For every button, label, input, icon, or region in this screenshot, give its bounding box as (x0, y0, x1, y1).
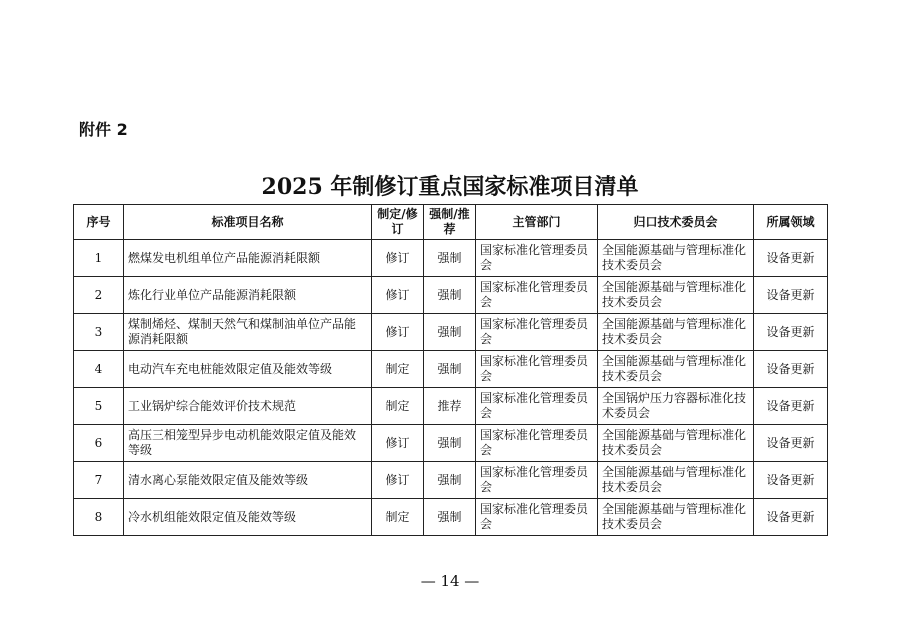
cell-nature: 推荐 (424, 388, 476, 425)
cell-name: 工业锅炉综合能效评价技术规范 (124, 388, 372, 425)
table-row (74, 277, 828, 314)
cell-dept: 国家标准化管理委员会 (476, 277, 598, 314)
cell-no: 5 (74, 388, 124, 425)
attachment-label: 附件 2 (79, 120, 128, 139)
cell-committee: 全国能源基础与管理标准化技术委员会 (598, 314, 754, 351)
cell-committee: 全国锅炉压力容器标准化技术委员会 (598, 388, 754, 425)
cell-field: 设备更新 (754, 499, 828, 536)
table-row (74, 462, 828, 499)
cell-nature: 强制 (424, 462, 476, 499)
cell-name: 冷水机组能效限定值及能效等级 (124, 499, 372, 536)
cell-nature: 强制 (424, 277, 476, 314)
cell-type: 制定 (372, 351, 424, 388)
cell-type: 制定 (372, 388, 424, 425)
cell-field: 设备更新 (754, 314, 828, 351)
cell-committee: 全国能源基础与管理标准化技术委员会 (598, 425, 754, 462)
cell-dept: 国家标准化管理委员会 (476, 314, 598, 351)
cell-field: 设备更新 (754, 425, 828, 462)
header-name: 标准项目名称 (124, 205, 372, 240)
cell-nature: 强制 (424, 240, 476, 277)
header-dept: 主管部门 (476, 205, 598, 240)
cell-no: 3 (74, 314, 124, 351)
cell-type: 修订 (372, 462, 424, 499)
table-row (74, 425, 828, 462)
page-number: — 14 — (420, 572, 480, 590)
table-row (74, 351, 828, 388)
header-field: 所属领域 (754, 205, 828, 240)
cell-type: 修订 (372, 240, 424, 277)
header-committee: 归口技术委员会 (598, 205, 754, 240)
cell-dept: 国家标准化管理委员会 (476, 388, 598, 425)
header-nature: 强制/推荐 (424, 205, 476, 240)
header-no: 序号 (74, 205, 124, 240)
cell-name: 高压三相笼型异步电动机能效限定值及能效等级 (124, 425, 372, 462)
table-row (74, 314, 828, 351)
cell-dept: 国家标准化管理委员会 (476, 499, 598, 536)
cell-field: 设备更新 (754, 462, 828, 499)
cell-name: 燃煤发电机组单位产品能源消耗限额 (124, 240, 372, 277)
cell-nature: 强制 (424, 351, 476, 388)
cell-name: 清水离心泵能效限定值及能效等级 (124, 462, 372, 499)
cell-no: 1 (74, 240, 124, 277)
cell-no: 8 (74, 499, 124, 536)
cell-field: 设备更新 (754, 277, 828, 314)
cell-committee: 全国能源基础与管理标准化技术委员会 (598, 462, 754, 499)
cell-field: 设备更新 (754, 351, 828, 388)
cell-nature: 强制 (424, 499, 476, 536)
cell-name: 电动汽车充电桩能效限定值及能效等级 (124, 351, 372, 388)
cell-no: 6 (74, 425, 124, 462)
cell-field: 设备更新 (754, 240, 828, 277)
table-header-row (74, 205, 828, 240)
header-type: 制定/修订 (372, 205, 424, 240)
cell-type: 制定 (372, 499, 424, 536)
cell-nature: 强制 (424, 314, 476, 351)
cell-name: 炼化行业单位产品能源消耗限额 (124, 277, 372, 314)
cell-nature: 强制 (424, 425, 476, 462)
cell-no: 2 (74, 277, 124, 314)
cell-type: 修订 (372, 314, 424, 351)
cell-dept: 国家标准化管理委员会 (476, 351, 598, 388)
cell-committee: 全国能源基础与管理标准化技术委员会 (598, 499, 754, 536)
page-title: 2025 年制修订重点国家标准项目清单 (261, 174, 639, 200)
table-row (74, 499, 828, 536)
cell-type: 修订 (372, 277, 424, 314)
table-row (74, 388, 828, 425)
cell-committee: 全国能源基础与管理标准化技术委员会 (598, 351, 754, 388)
cell-committee: 全国能源基础与管理标准化技术委员会 (598, 277, 754, 314)
cell-committee: 全国能源基础与管理标准化技术委员会 (598, 240, 754, 277)
cell-name: 煤制烯烃、煤制天然气和煤制油单位产品能源消耗限额 (124, 314, 372, 351)
table-row (74, 240, 828, 277)
cell-no: 7 (74, 462, 124, 499)
cell-field: 设备更新 (754, 388, 828, 425)
cell-dept: 国家标准化管理委员会 (476, 240, 598, 277)
cell-dept: 国家标准化管理委员会 (476, 425, 598, 462)
cell-type: 修订 (372, 425, 424, 462)
cell-no: 4 (74, 351, 124, 388)
cell-dept: 国家标准化管理委员会 (476, 462, 598, 499)
standards-table (73, 204, 828, 536)
